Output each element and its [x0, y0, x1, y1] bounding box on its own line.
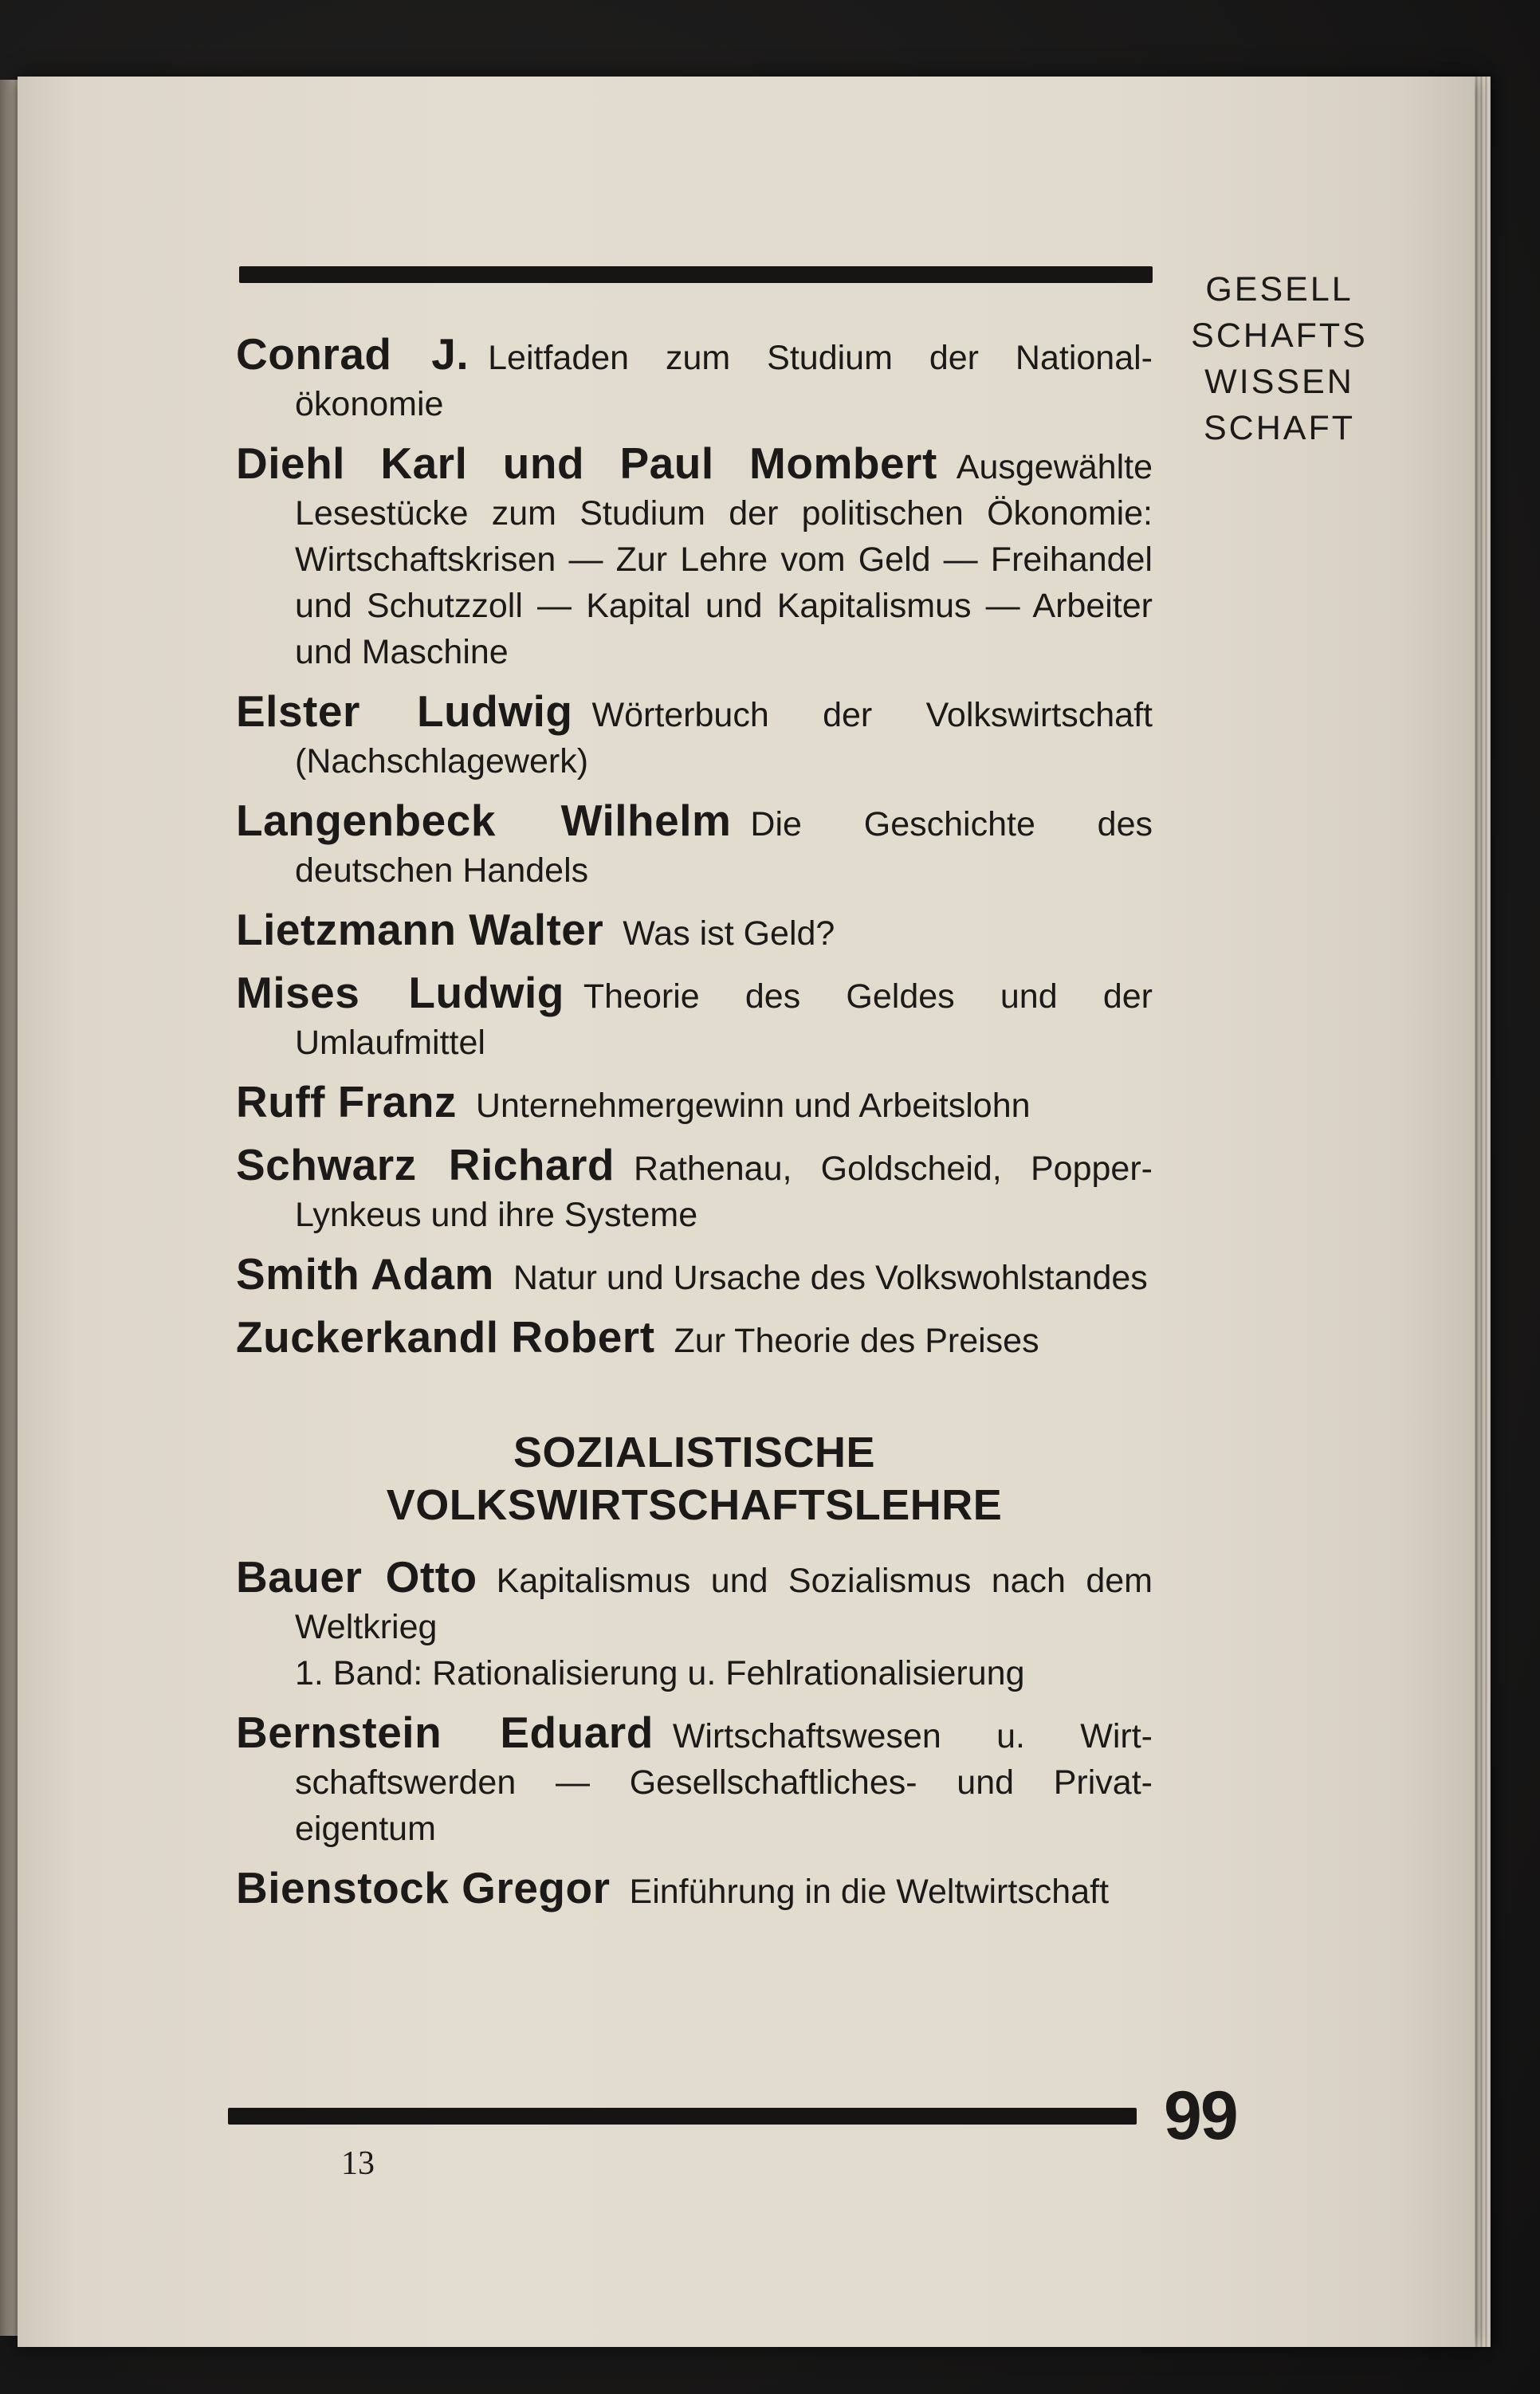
entry-author: Conrad J.	[236, 329, 469, 379]
entry-author: Elster Ludwig	[236, 686, 573, 736]
section-label-line: GESELL	[1205, 270, 1353, 309]
bibliography-entry	[236, 1314, 1153, 1364]
section-label-line: WISSEN	[1204, 363, 1354, 401]
bibliography-entry	[236, 969, 1153, 1066]
bottom-rule	[228, 2108, 1137, 2125]
bibliography-entry	[236, 440, 1153, 675]
section-heading	[236, 1426, 1153, 1531]
entry-author: Bauer Otto	[236, 1552, 477, 1602]
section-label	[1172, 266, 1387, 451]
entry-title: Zur Theorie des Preises	[674, 1322, 1039, 1360]
entry-subline: 1. Band: Rationalisierung u. Fehlrationalisierung	[295, 1654, 1025, 1692]
section-heading-line: VOLKSWIRTSCHAFTSLEHRE	[386, 1481, 1003, 1529]
section-label-line: SCHAFT	[1204, 409, 1355, 447]
entry-title: Die Geschichte des deutschen Handels	[295, 805, 1153, 890]
section-label-line: SCHAFTS	[1191, 316, 1368, 355]
entry-author: Bernstein Eduard	[236, 1708, 654, 1757]
entry-title: Ausgewählte Lesestücke zum Studium der politischen Ökonomie: Wirtschaftskrisen — Zur Lehre vom Geld — Freihandel und Schutzzoll — Kapital und Kapitalismus — Arbeiter und Maschine	[295, 448, 1153, 671]
entry-author: Mises Ludwig	[236, 968, 564, 1017]
top-rule	[239, 266, 1153, 283]
bibliography-entry	[236, 906, 1153, 957]
entry-title: Was ist Geld?	[623, 914, 835, 953]
entry-title: Einführung in die Weltwirtschaft	[629, 1873, 1110, 1911]
entry-title: Kapitalismus und Sozialismus nach dem Weltkrieg	[295, 1562, 1153, 1646]
entry-title: Wirtschaftswesen u. Wirtschaftswerden — Gesellschaftliches- und Privateigentum	[295, 1717, 1153, 1848]
entry-author: Diehl Karl und Paul Mombert	[236, 438, 937, 488]
entry-author: Bienstock Gregor	[236, 1863, 611, 1912]
bibliography-entry	[236, 1865, 1153, 1915]
entry-title: Natur und Ursache des Volkswohlstandes	[513, 1259, 1148, 1297]
section-heading-line: SOZIALISTISCHE	[513, 1429, 876, 1476]
page-number: 99	[1164, 2078, 1237, 2154]
entry-title: Rathenau, Goldscheid, Popper-Lynkeus und ihre Systeme	[295, 1150, 1153, 1234]
entry-author: Zuckerkandl Robert	[236, 1312, 655, 1362]
bibliography-entry	[236, 1251, 1153, 1301]
bibliography-entry	[236, 331, 1153, 427]
entry-author: Smith Adam	[236, 1249, 494, 1299]
entry-author: Langenbeck Wilhelm	[236, 796, 732, 845]
signature-mark: 13	[341, 2145, 375, 2182]
entry-author: Ruff Franz	[236, 1077, 457, 1126]
bibliography-entry	[236, 797, 1153, 894]
bibliography-entry	[236, 1554, 1153, 1696]
bibliography-entry	[236, 1142, 1153, 1238]
bibliography-entry	[236, 1079, 1153, 1129]
bibliography-entry	[236, 688, 1153, 784]
entry-title: Theorie des Geldes und der Umlaufmittel	[295, 977, 1153, 1062]
entry-author: Schwarz Richard	[236, 1140, 615, 1189]
bibliography-entry	[236, 1709, 1153, 1852]
entry-title: Wörterbuch der Volkswirtschaft (Nachschlagewerk)	[295, 696, 1153, 780]
entry-title: Leitfaden zum Studium der Nationalökonomie	[295, 339, 1153, 423]
entry-author: Lietzmann Walter	[236, 905, 604, 954]
bibliography-list	[236, 331, 1153, 1928]
entry-title: Unternehmergewinn und Arbeitslohn	[475, 1087, 1031, 1125]
